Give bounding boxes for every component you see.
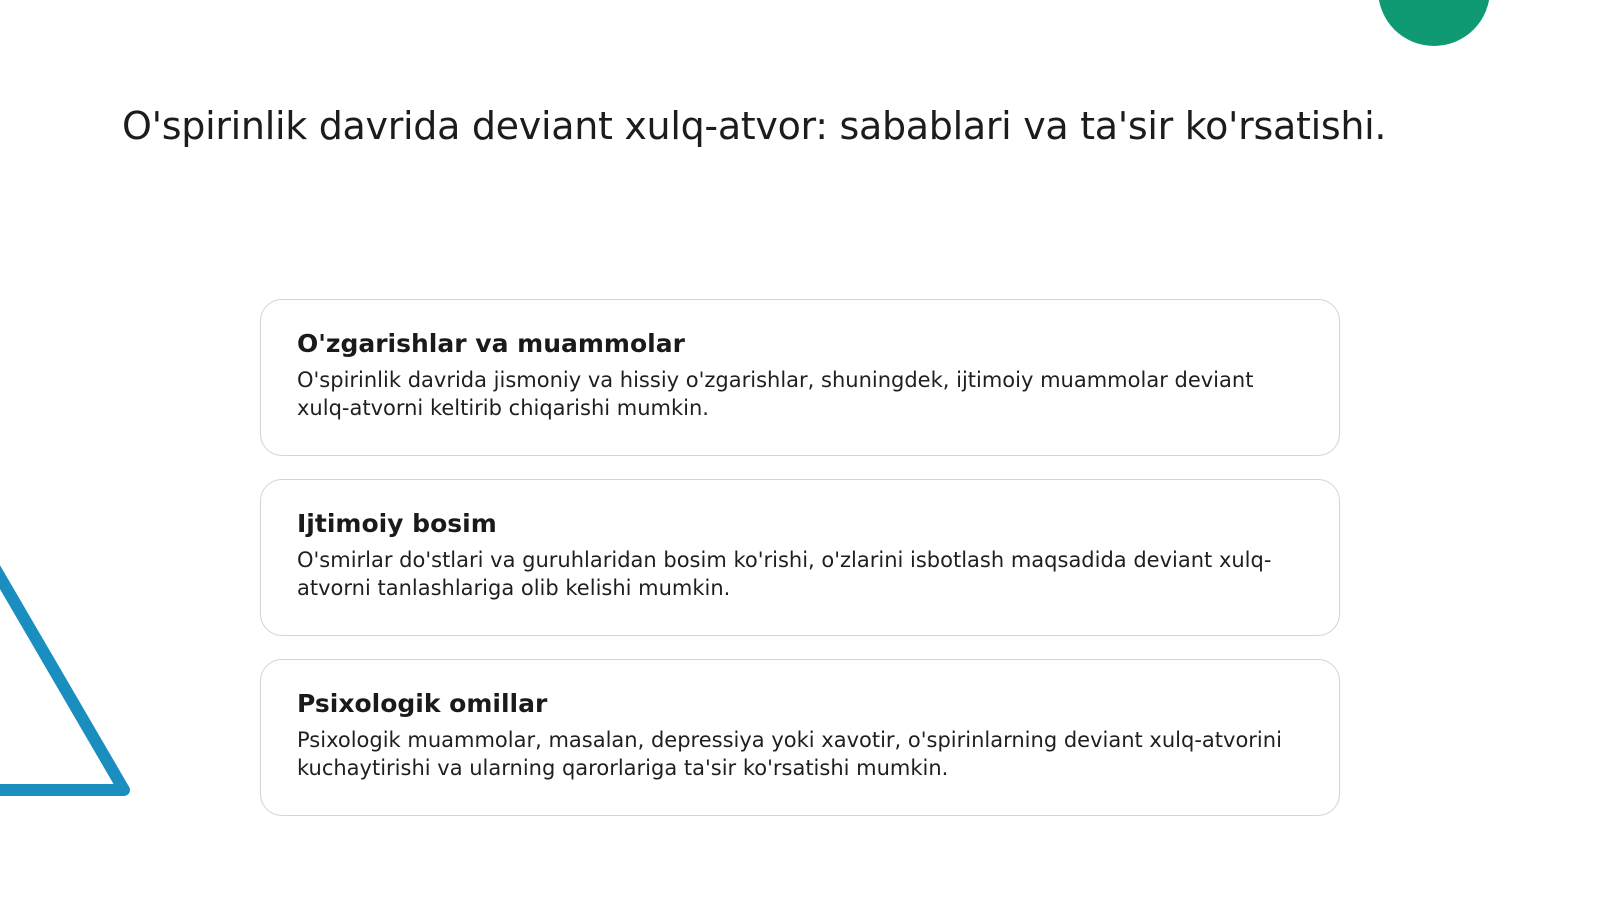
card-text: O'smirlar do'stlari va guruhlaridan bosim ko'rishi, o'zlarini isbotlash maqsadida deviant xulq-atvorni tanlashlariga olib kelishi mumkin. xyxy=(297,548,1272,600)
card-heading: Ijtimoiy bosim xyxy=(297,509,497,538)
card-social-pressure xyxy=(260,479,1340,636)
decorative-circle xyxy=(1378,0,1490,46)
slide-title: O'spirinlik davrida deviant xulq-atvor: sabablari va ta'sir ko'rsatishi. xyxy=(122,104,1387,148)
decorative-triangle xyxy=(0,560,140,820)
card-heading: O'zgarishlar va muammolar xyxy=(297,329,685,358)
card-psychological-factors xyxy=(260,659,1340,816)
card-text: Psixologik muammolar, masalan, depressiya yoki xavotir, o'spirinlarning deviant xulq-atvorini kuchaytirishi va ularning qarorlariga ta'sir ko'rsatishi mumkin. xyxy=(297,728,1282,780)
card-text: O'spirinlik davrida jismoniy va hissiy o'zgarishlar, shuningdek, ijtimoiy muammolar deviant xulq-atvorni keltirib chiqarishi mumkin. xyxy=(297,368,1254,420)
card-list xyxy=(260,299,1340,839)
card-changes-and-problems xyxy=(260,299,1340,456)
card-heading: Psixologik omillar xyxy=(297,689,548,718)
